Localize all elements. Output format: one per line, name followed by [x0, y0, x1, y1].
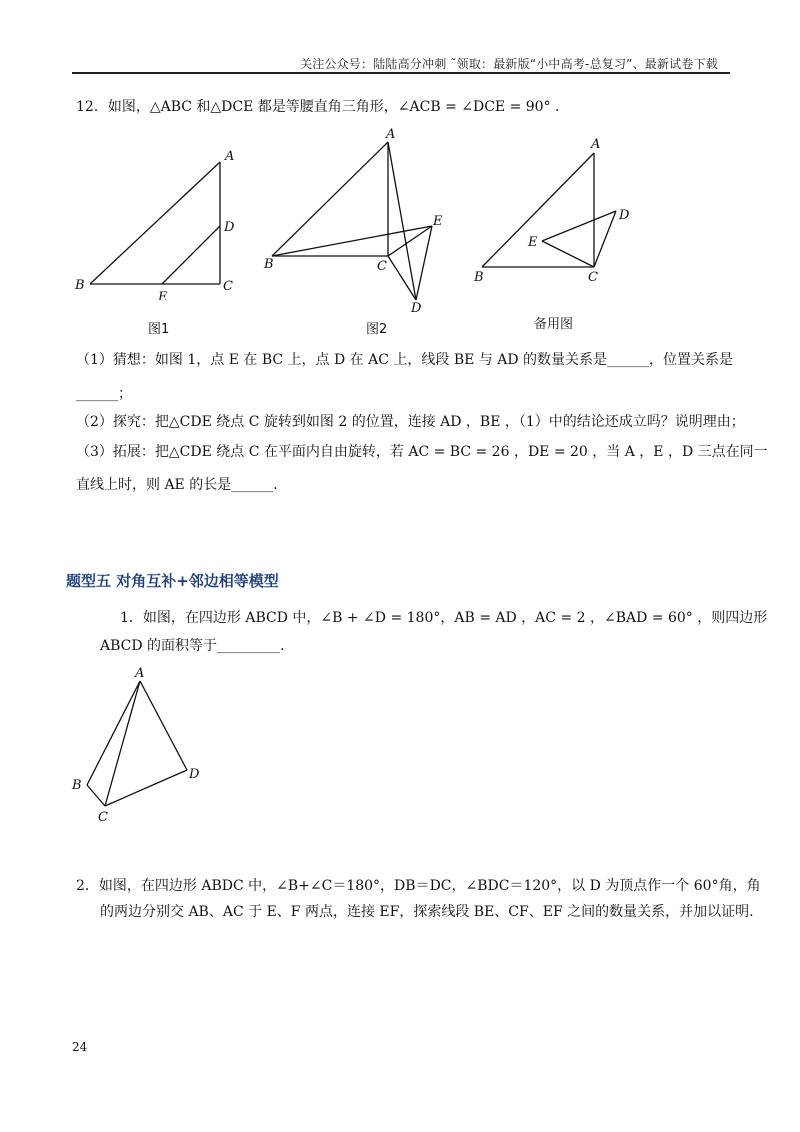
fig1-label-b: B — [75, 278, 85, 293]
quad-segment-bc — [87, 785, 105, 806]
section5-problem1-line1: 1．如图，在四边形 ABCD 中，∠B + ∠D = 180°，AB = AD ，AC = 2 ，∠BAD = 60° ，则四边形 — [120, 610, 768, 626]
fig2-label-b: B — [264, 257, 274, 272]
fig3-label-c: C — [588, 270, 598, 285]
problem12-question-1: （1）猜想：如图 1，点 E 在 BC 上，点 D 在 AC 上，线段 BE 与 AD 的数量关系是______，位置关系是 — [76, 352, 734, 368]
quad-segment-da — [140, 681, 187, 770]
fig1-label-e: E — [158, 290, 168, 300]
page-header: 关注公众号：陆陆高分冲刺 ˜领取：最新版“小中高考-总复习”、最新试卷下载 — [300, 57, 718, 71]
figure-3 — [470, 135, 640, 285]
header-rule — [72, 72, 730, 74]
problem12-question-2: （2）探究：把△CDE 绕点 C 旋转到如图 2 的位置，连接 AD ，BE ，（1）中的结论还成立吗？说明理由； — [76, 414, 745, 430]
fig1-segment-ed — [162, 226, 220, 284]
quad-label-a: A — [135, 666, 145, 681]
fig3-label-d: D — [619, 208, 630, 223]
fig1-segment-ba — [90, 162, 220, 284]
fig3-label-a: A — [591, 137, 601, 152]
problem12-question-1-cont: ______； — [76, 386, 132, 402]
figure-1 — [70, 150, 245, 300]
fig2-label-c: C — [377, 259, 387, 274]
fig2-caption: 图2 — [366, 322, 388, 337]
quad-segment-ac — [105, 681, 140, 806]
quad-label-c: C — [98, 810, 108, 825]
section5-problem2-line2: 的两边分别交 AB、AC 于 E、F 两点，连接 EF，探索线段 BE、CF、EF 之间的数量关系，并加以证明. — [100, 904, 754, 920]
fig2-label-a: A — [386, 128, 396, 142]
problem12-statement: 12．如图，△ABC 和△DCE 都是等腰直角三角形，∠ACB = ∠DCE = 90° . — [76, 99, 560, 115]
problem12-question-3: （3）拓展：把△CDE 绕点 C 在平面内自由旋转，若 AC = BC = 26 ，DE = 20 ，当 A ，E ，D 三点在同一 — [76, 444, 768, 460]
quad-label-b: B — [72, 778, 82, 793]
figure-quadrilateral — [65, 665, 215, 830]
section5-problem1-line2: ABCD 的面积等于_________. — [100, 638, 285, 654]
fig2-segment-ad — [388, 142, 416, 300]
fig1-caption: 图1 — [148, 322, 170, 337]
fig2-segment-ba — [272, 142, 388, 256]
fig2-segment-ed — [416, 226, 432, 300]
section5-problem2-line1: 2．如图，在四边形 ABDC 中，∠B+∠C＝180°，DB＝DC，∠BDC＝120°，以 D 为顶点作一个 60°角，角 — [76, 878, 761, 894]
problem12-question-3-cont: 直线上时，则 AE 的长是______. — [76, 477, 278, 493]
fig1-label-c: C — [223, 279, 233, 294]
fig2-label-e: E — [433, 214, 443, 229]
fig1-label-d: D — [224, 220, 235, 235]
quad-label-d: D — [189, 767, 200, 782]
section-title: 题型五 对角互补+邻边相等模型 — [66, 572, 279, 590]
figure-2 — [260, 128, 450, 318]
fig3-segment-ec — [542, 241, 594, 267]
page-number: 24 — [72, 1040, 88, 1054]
fig3-caption: 备用图 — [534, 317, 574, 332]
fig3-segment-ba — [482, 153, 594, 267]
quad-segment-cd — [105, 770, 187, 806]
fig1-label-a: A — [225, 150, 235, 164]
fig3-segment-dc — [594, 211, 616, 267]
fig2-label-d: D — [411, 301, 422, 316]
fig3-label-b: B — [474, 270, 484, 285]
fig3-segment-ed — [542, 211, 616, 241]
fig3-label-e: E — [528, 235, 538, 250]
quad-segment-ab — [87, 681, 140, 785]
